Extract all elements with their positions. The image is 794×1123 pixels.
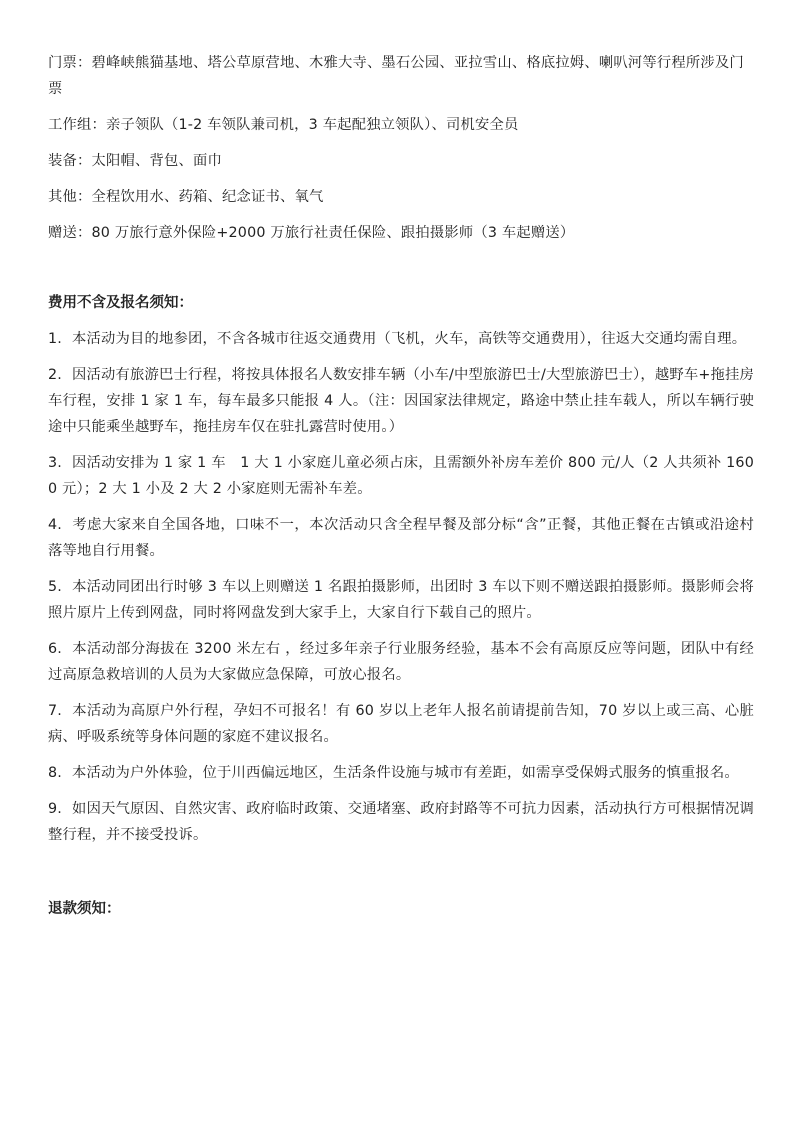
notice-number: 3. xyxy=(48,455,63,471)
notice-text: 考虑大家来自全国各地，口味不一，本次活动只含全程早餐及部分标“含”正餐，其他正餐在古镇或沿途村落等地自行用餐。 xyxy=(48,517,754,559)
notice-number: 4. xyxy=(48,517,63,533)
notice-text: 因活动安排为 1 家 1 车 1 大 1 小家庭儿童必须占床，且需额外补房车差价 800 元/人（2 人共须补 1600 元）；2 大 1 小及 2 大 2 小家庭则无需补车差。 xyxy=(48,455,754,497)
inclusion-label: 工作组： xyxy=(48,117,106,133)
notice-number: 9. xyxy=(48,801,63,817)
notice-number: 7. xyxy=(48,703,63,719)
notice-item xyxy=(48,698,754,750)
inclusion-text: 亲子领队（1-2 车领队兼司机，3 车起配独立领队）、司机安全员 xyxy=(106,117,519,133)
document-page xyxy=(48,50,754,922)
notice-item xyxy=(48,362,754,440)
notice-item xyxy=(48,450,754,502)
refund-section-title: 退款须知： xyxy=(48,901,121,917)
notice-text: 本活动为高原户外行程，孕妇不可报名！有 60 岁以上老年人报名前请提前告知，70 岁以上或三高、心脏病、呼吸系统等身体问题的家庭不建议报名。 xyxy=(48,703,754,745)
notice-text: 本活动同团出行时够 3 车以上则赠送 1 名跟拍摄影师，出团时 3 车以下则不赠送跟拍摄影师。摄影师会将照片原片上传到网盘，同时将网盘发到大家手上，大家自行下载自己的照片。 xyxy=(48,579,754,621)
inclusions-list xyxy=(48,50,754,246)
inclusion-text: 太阳帽、背包、面巾 xyxy=(91,153,222,169)
notice-item xyxy=(48,760,754,786)
notice-number: 5. xyxy=(48,579,63,595)
inclusion-tickets xyxy=(48,50,754,102)
inclusion-text: 碧峰峡熊猫基地、塔公草原营地、木雅大寺、墨石公园、亚拉雪山、格底拉姆、喇叭河等行程所涉及门票 xyxy=(48,55,744,97)
notice-text: 本活动为目的地参团，不含各城市往返交通费用（飞机，火车，高铁等交通费用），往返大交通均需自理。 xyxy=(72,331,747,347)
notice-text: 本活动为户外体验，位于川西偏远地区，生活条件设施与城市有差距，如需享受保姆式服务的慎重报名。 xyxy=(72,765,739,781)
notice-number: 2. xyxy=(48,367,63,383)
inclusion-text: 80 万旅行意外保险+2000 万旅行社责任保险、跟拍摄影师（3 车起赠送） xyxy=(91,225,575,241)
inclusion-label: 装备： xyxy=(48,153,92,169)
inclusion-label: 赠送： xyxy=(48,225,92,241)
inclusion-equipment xyxy=(48,148,754,174)
notice-text: 因活动有旅游巴士行程，将按具体报名人数安排车辆（小车/中型旅游巴士/大型旅游巴士），越野车+拖挂房车行程，安排 1 家 1 车，每车最多只能报 4 人。（注：因国家法律规定，路途中禁止挂车载人，所以车辆行驶途中只能乘坐越野车，拖挂房车仅在驻扎露营时使用。） xyxy=(48,367,754,435)
notice-item xyxy=(48,512,754,564)
fees-notice-list xyxy=(48,326,754,848)
notice-text: 如因天气原因、自然灾害、政府临时政策、交通堵塞、政府封路等不可抗力因素，活动执行方可根据情况调整行程，并不接受投诉。 xyxy=(48,801,754,843)
inclusion-text: 全程饮用水、药箱、纪念证书、氧气 xyxy=(91,189,324,205)
inclusion-staff xyxy=(48,112,754,138)
inclusion-gifts xyxy=(48,220,754,246)
notice-text: 本活动部分海拔在 3200 米左右 ，经过多年亲子行业服务经验，基本不会有高原反应等问题，团队中有经过高原急救培训的人员为大家做应急保障，可放心报名。 xyxy=(48,641,754,683)
inclusion-label: 门票： xyxy=(48,55,92,71)
notice-number: 6. xyxy=(48,641,63,657)
inclusion-label: 其他： xyxy=(48,189,92,205)
notice-number: 8. xyxy=(48,765,63,781)
notice-item xyxy=(48,326,754,352)
notice-number: 1. xyxy=(48,331,63,347)
inclusion-other xyxy=(48,184,754,210)
notice-item xyxy=(48,574,754,626)
notice-item xyxy=(48,636,754,688)
notice-item xyxy=(48,796,754,848)
fees-section-title: 费用不含及报名须知： xyxy=(48,295,193,311)
